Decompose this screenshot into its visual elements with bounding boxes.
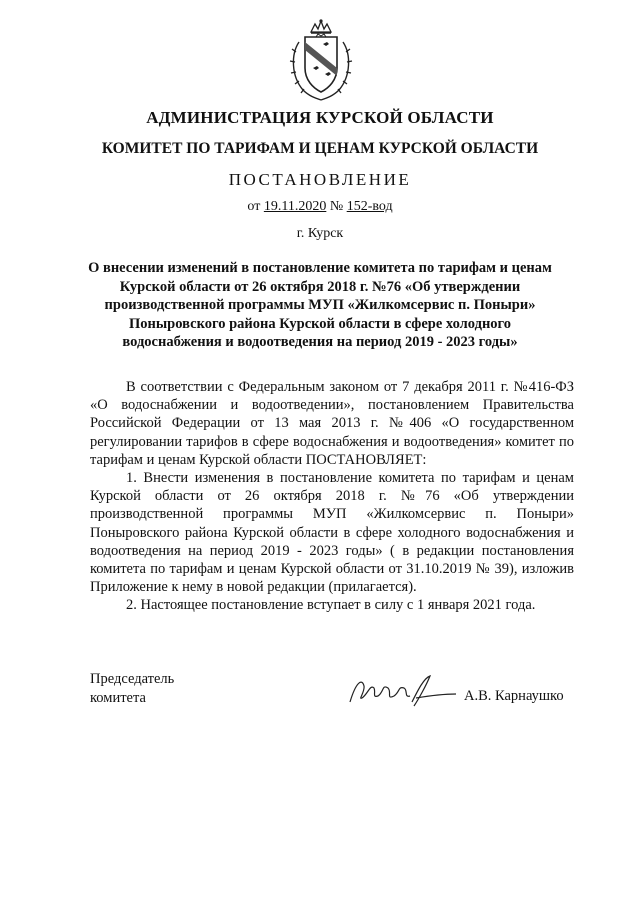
number-prefix: № xyxy=(326,199,347,214)
handwritten-signature-icon xyxy=(346,672,458,710)
preamble-paragraph: В соответствии с Федеральным законом от 7 декабря 2011 г. №416-ФЗ «О водоснабжении и водоотведении», постановлением Правительства Российской Федерации от 13 мая 2013 г. №406 «О государственном регулировании тарифов в сфере водоснабжения и водоотведения» комитет по тарифам и ценам Курской области ПОСТАНОВЛЯЕТ: xyxy=(90,379,574,468)
document-subject: О внесении изменений в постановление комитета по тарифам и ценам Курской области от 26 октября 2018 г. №76 «Об утверждении производственной программы МУП «Жилкомсервис п. Поныри» Поныровского района Курской области в сфере холодного водоснабжения и водоотведения на период 2019 - 2023 годы» xyxy=(88,260,552,350)
authority-title: АДМИНИСТРАЦИЯ КУРСКОЙ ОБЛАСТИ xyxy=(146,108,494,127)
document-number: 152-вод xyxy=(346,199,393,214)
date-prefix: от xyxy=(247,199,264,214)
item-2-paragraph: 2. Настоящее постановление вступает в силу с 1 января 2021 года. xyxy=(126,597,536,614)
item-1-paragraph: 1. Внести изменения в постановление комитета по тарифам и ценам Курской области от 26 октября 2018 г. №76 «Об утверждении производственной программы МУП «Жилкомсервис п. Поныри» Поныровского района Курской области в сфере холодного водоснабжения и водоотведения на период 2019 - 2023 годы» ( в редакции постановления комитета по тарифам и ценам Курской области от 31.10.2019 № 39), изложив Приложение к нему в новой редакции (прилагается). xyxy=(90,470,574,596)
document-type: ПОСТАНОВЛЕНИЕ xyxy=(228,170,412,189)
position-line-1: Председатель xyxy=(90,671,175,687)
signatory-name: А.В. Карнаушко xyxy=(464,688,564,704)
position-line-2: комитета xyxy=(90,690,146,706)
document-body xyxy=(90,378,574,615)
city: г. Курск xyxy=(296,226,344,241)
coat-of-arms-icon xyxy=(285,18,357,102)
date-number-line xyxy=(0,199,640,215)
document-date: 19.11.2020 xyxy=(263,199,327,214)
signatory-position xyxy=(90,670,174,708)
committee-title: КОМИТЕТ ПО ТАРИФАМ И ЦЕНАМ КУРСКОЙ ОБЛАСТИ xyxy=(101,140,539,157)
